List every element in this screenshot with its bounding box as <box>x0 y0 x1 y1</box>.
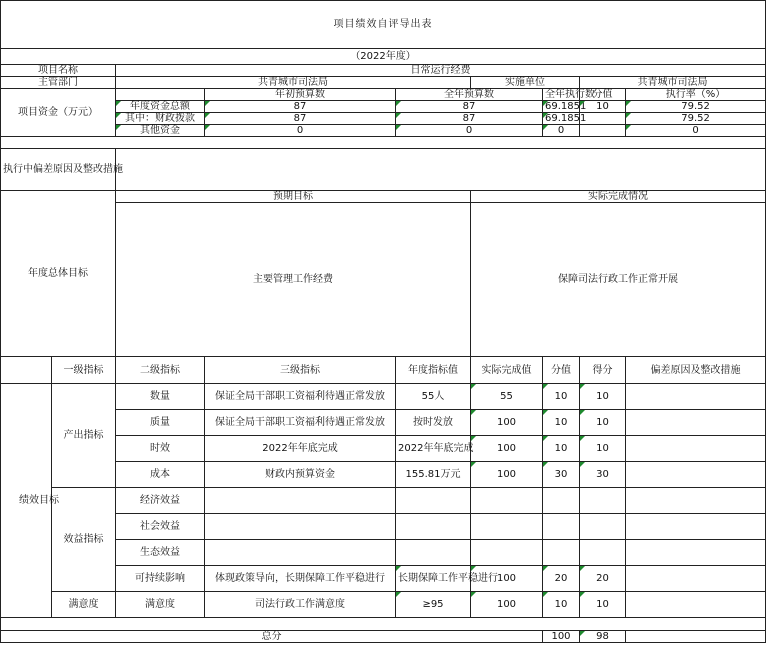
ind-l3: 财政内预算资金 <box>205 462 396 488</box>
ind-l2: 成本 <box>116 462 205 488</box>
ind-score: 10 <box>580 592 626 618</box>
spacer-row <box>1 618 766 631</box>
ind-deviation <box>626 462 766 488</box>
ind-l3: 保证全局干部职工资福利待遇正常发放 <box>205 384 396 410</box>
funds-blank-header <box>116 89 205 101</box>
ind-score <box>580 540 626 566</box>
total-blank <box>626 631 766 643</box>
ind-header-deviation: 偏差原因及整改措施 <box>626 357 766 384</box>
ind-actual <box>471 514 543 540</box>
ind-deviation <box>626 436 766 462</box>
ind-l3 <box>205 514 396 540</box>
deviation-label: 执行中偏差原因及整改措施 <box>1 149 116 191</box>
funds-cell: 69.1851 <box>543 101 580 113</box>
funds-cell: 0 <box>205 125 396 137</box>
ind-weight: 10 <box>543 384 580 410</box>
ind-header-weight: 分值 <box>543 357 580 384</box>
ind-target: 155.81万元 <box>396 462 471 488</box>
ind-header-score: 得分 <box>580 357 626 384</box>
funds-header-annual: 全年预算数 <box>396 89 543 101</box>
funds-label: 项目资金（万元） <box>1 89 116 137</box>
funds-cell: 87 <box>396 101 543 113</box>
ind-l3: 2022年年底完成 <box>205 436 396 462</box>
ind-l2: 经济效益 <box>116 488 205 514</box>
ind-header-actual: 实际完成值 <box>471 357 543 384</box>
ind-l2: 质量 <box>116 410 205 436</box>
ind-weight: 10 <box>543 410 580 436</box>
funds-cell: 79.52 <box>626 113 766 125</box>
ind-actual <box>471 488 543 514</box>
funds-row-total: 年度资金总额 <box>116 101 205 113</box>
project-name-value: 日常运行经费 <box>116 65 766 77</box>
ind-actual: 100 <box>471 566 543 592</box>
perf-label: 绩效目标 <box>1 384 52 618</box>
ind-actual: 100 <box>471 410 543 436</box>
total-max: 100 <box>543 631 580 643</box>
funds-cell <box>580 125 626 137</box>
funds-cell: 87 <box>205 101 396 113</box>
goal-actual-value: 保障司法行政工作正常开展 <box>471 203 766 357</box>
funds-row-fiscal: 其中：财政拨款 <box>116 113 205 125</box>
ind-l2: 满意度 <box>116 592 205 618</box>
ind-target: 2022年年底完成 <box>396 436 471 462</box>
ind-target <box>396 514 471 540</box>
impl-value: 共青城市司法局 <box>580 77 766 89</box>
ind-score: 10 <box>580 384 626 410</box>
funds-cell <box>580 113 626 125</box>
year-label: （2022年度） <box>1 49 766 65</box>
impl-label: 实施单位 <box>471 77 580 89</box>
funds-cell: 87 <box>205 113 396 125</box>
ind-deviation <box>626 514 766 540</box>
ind-l3: 保证全局干部职工资福利待遇正常发放 <box>205 410 396 436</box>
goal-planned-value: 主要管理工作经费 <box>116 203 471 357</box>
ind-header-l2: 二级指标 <box>116 357 205 384</box>
ind-score: 20 <box>580 566 626 592</box>
ind-deviation <box>626 592 766 618</box>
funds-cell: 87 <box>396 113 543 125</box>
satisfaction-label: 满意度 <box>52 592 116 618</box>
ind-actual: 100 <box>471 462 543 488</box>
deviation-value <box>116 149 766 191</box>
ind-weight <box>543 540 580 566</box>
goal-actual-header: 实际完成情况 <box>471 191 766 203</box>
ind-l3: 司法行政工作满意度 <box>205 592 396 618</box>
dept-value: 共青城市司法局 <box>116 77 471 89</box>
funds-cell: 10 <box>580 101 626 113</box>
ind-l3: 体现政策导向，长期保障工作平稳进行 <box>205 566 396 592</box>
benefit-label: 效益指标 <box>52 488 116 592</box>
ind-target: 按时发放 <box>396 410 471 436</box>
goal-label: 年度总体目标 <box>1 191 116 357</box>
funds-cell: 0 <box>626 125 766 137</box>
ind-weight <box>543 514 580 540</box>
funds-row-other: 其他资金 <box>116 125 205 137</box>
ind-score: 10 <box>580 436 626 462</box>
ind-target: ≥95 <box>396 592 471 618</box>
ind-l2: 生态效益 <box>116 540 205 566</box>
ind-l2: 数量 <box>116 384 205 410</box>
funds-cell: 0 <box>396 125 543 137</box>
ind-actual: 100 <box>471 436 543 462</box>
funds-header-executed: 全年执行数 <box>543 89 580 101</box>
ind-deviation <box>626 384 766 410</box>
ind-score <box>580 488 626 514</box>
ind-score <box>580 514 626 540</box>
funds-header-rate: 执行率（%） <box>626 89 766 101</box>
ind-target: 长期保障工作平稳进行 <box>396 566 471 592</box>
ind-weight: 20 <box>543 566 580 592</box>
output-label: 产出指标 <box>52 384 116 488</box>
spacer-row <box>1 137 766 149</box>
page-title: 项目绩效自评导出表 <box>1 1 766 49</box>
project-name-label: 项目名称 <box>1 65 116 77</box>
ind-deviation <box>626 410 766 436</box>
ind-l2: 社会效益 <box>116 514 205 540</box>
dept-label: 主管部门 <box>1 77 116 89</box>
ind-actual: 55 <box>471 384 543 410</box>
ind-l2: 可持续影响 <box>116 566 205 592</box>
funds-cell: 79.52 <box>626 101 766 113</box>
total-label: 总分 <box>1 631 543 643</box>
funds-header-initial: 年初预算数 <box>205 89 396 101</box>
ind-actual: 100 <box>471 592 543 618</box>
ind-l3 <box>205 540 396 566</box>
ind-l3 <box>205 488 396 514</box>
ind-header-target: 年度指标值 <box>396 357 471 384</box>
funds-cell: 0 <box>543 125 580 137</box>
ind-score: 30 <box>580 462 626 488</box>
ind-deviation <box>626 488 766 514</box>
ind-weight: 10 <box>543 436 580 462</box>
ind-deviation <box>626 540 766 566</box>
ind-weight: 10 <box>543 592 580 618</box>
funds-header-weight: 分值 <box>580 89 626 101</box>
ind-target <box>396 540 471 566</box>
goal-planned-header: 预期目标 <box>116 191 471 203</box>
ind-header-l3: 三级指标 <box>205 357 396 384</box>
ind-header-l1: 一级指标 <box>52 357 116 384</box>
ind-target: 55人 <box>396 384 471 410</box>
ind-header-blank <box>1 357 52 384</box>
ind-actual <box>471 540 543 566</box>
total-score: 98 <box>580 631 626 643</box>
ind-weight <box>543 488 580 514</box>
ind-weight: 30 <box>543 462 580 488</box>
ind-deviation <box>626 566 766 592</box>
funds-cell: 69.1851 <box>543 113 580 125</box>
ind-target <box>396 488 471 514</box>
ind-score: 10 <box>580 410 626 436</box>
ind-l2: 时效 <box>116 436 205 462</box>
